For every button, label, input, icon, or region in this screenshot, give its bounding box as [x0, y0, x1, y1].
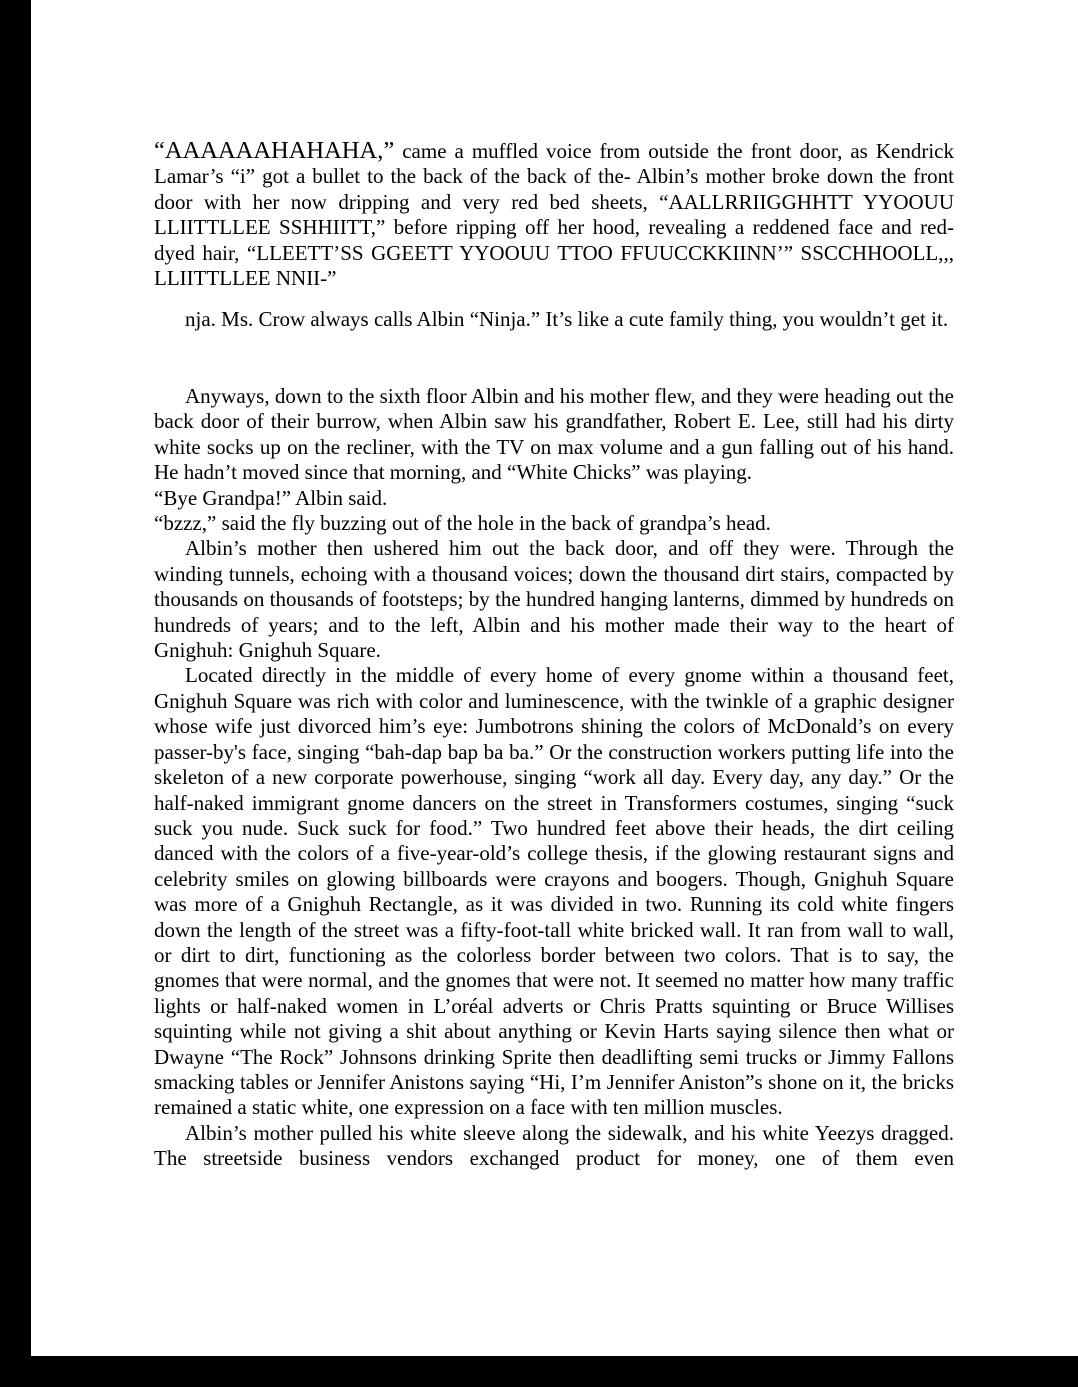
paragraph-anyways	[154, 384, 954, 486]
paragraph-ushered: Albin’s mother then ushered him out the back door, and off they were. Through the winding tunnels, echoing with a thousand voices; down the thousand dirt stairs, compacted by thousands on thousands of footsteps; by the hundred hanging lanterns, dimmed by hundreds on hundreds of years; and to the left, Albin and his mother made their way to the heart of Gnighuh: Gnighuh Square.	[154, 536, 954, 663]
paragraph-text: came a muffled voice from outside the front door, as Kendrick Lamar’s “i” got a bullet to the back of the back of the- Albin’s mother broke down the front door with her now dripping and very red bed sheets, “AALLRRIIGGHHTT YYOOUU LLIITTLLEE SSHHIITT,” before ripping off her hood, revealing a reddened face and red-dyed hair, “LLEETT’SS GGEETT YYOOUU TTOO FFUUCCKKIINN’” SSCCHHOOLL,,, LLIITTLLEE NNII-”	[154, 139, 954, 291]
paragraph-muffled-voice	[154, 138, 954, 291]
text-block-main	[154, 384, 954, 1172]
paragraph-sidewalk: Albin’s mother pulled his white sleeve along the sidewalk, and his white Yeezys dragged. The streetside business vendors exchanged product for money, one of them even	[154, 1120, 954, 1171]
paragraph-bzzz: “bzzz,” said the fly buzzing out of the hole in the back of grandpa’s head.	[154, 511, 771, 536]
text-block-opening	[154, 138, 954, 291]
paragraph-bye-grandpa: “Bye Grandpa!” Albin said.	[154, 485, 388, 510]
document-page	[31, 0, 1078, 1356]
paragraph-text: Anyways, down to the sixth floor Albin and his mother flew, and they were heading out the back door of their burrow, when Albin saw his grandfather, Robert E. Lee, still had his dirty white socks up on the recliner, with the TV on max volume and a gun falling out of his hand. He hadn’t moved since that morning, and “White Chicks” was playing.	[154, 384, 954, 485]
paragraph-ninja: nja. Ms. Crow always calls Albin “Ninja.” It’s like a cute family thing, you wouldn’t get it.	[185, 307, 949, 331]
paragraph-gnighuh-square: Located directly in the middle of every home of every gnome within a thousand feet, Gnighuh Square was rich with color and luminescence, with the twinkle of a graphic designer whose wife just divorced him’s eye: Jumbotrons shining the colors of McDonald’s on every passer-by's face, singing “bah-dap bap ba ba.” Or the construction workers putting life into the skeleton of a new corporate powerhouse, singing “work all day. Every day, any day.” Or the half-naked immigrant gnome dancers on the street in Transformers costumes, singing “suck suck you nude. Suck suck for food.” Two hundred feet above their heads, the dirt ceiling danced with the colors of a five-year-old’s college thesis, if the glowing restaurant signs and celebrity smiles on glowing billboards were crayons and boogers. Though, Gnighuh Square was more of a Gnighuh Rectangle, as it was divided in two. Running its cold white fingers down the length of the street was a fifty-foot-tall white bricked wall. It ran from wall to wall, or dirt to dirt, functioning as the colorless border between two colors. That is to say, the gnomes that were normal, and the gnomes that were not. It seemed no matter how many traffic lights or half-naked women in L’oréal adverts or Chris Pratts squinting or Bruce Willises squinting while not giving a shit about anything or Kevin Harts saying silence then what or Dwayne “The Rock” Johnsons drinking Sprite then deadlifting semi trucks or Jimmy Fallons smacking tables or Jennifer Anistons saying “Hi, I’m Jennifer Aniston”s shone on it, the bricks remained a static white, one expression on a face with ten million muscles.	[154, 663, 954, 1120]
text-block-ninja	[141, 307, 954, 332]
shout-lead: “AAAAAAHAHAHA,”	[154, 137, 395, 164]
